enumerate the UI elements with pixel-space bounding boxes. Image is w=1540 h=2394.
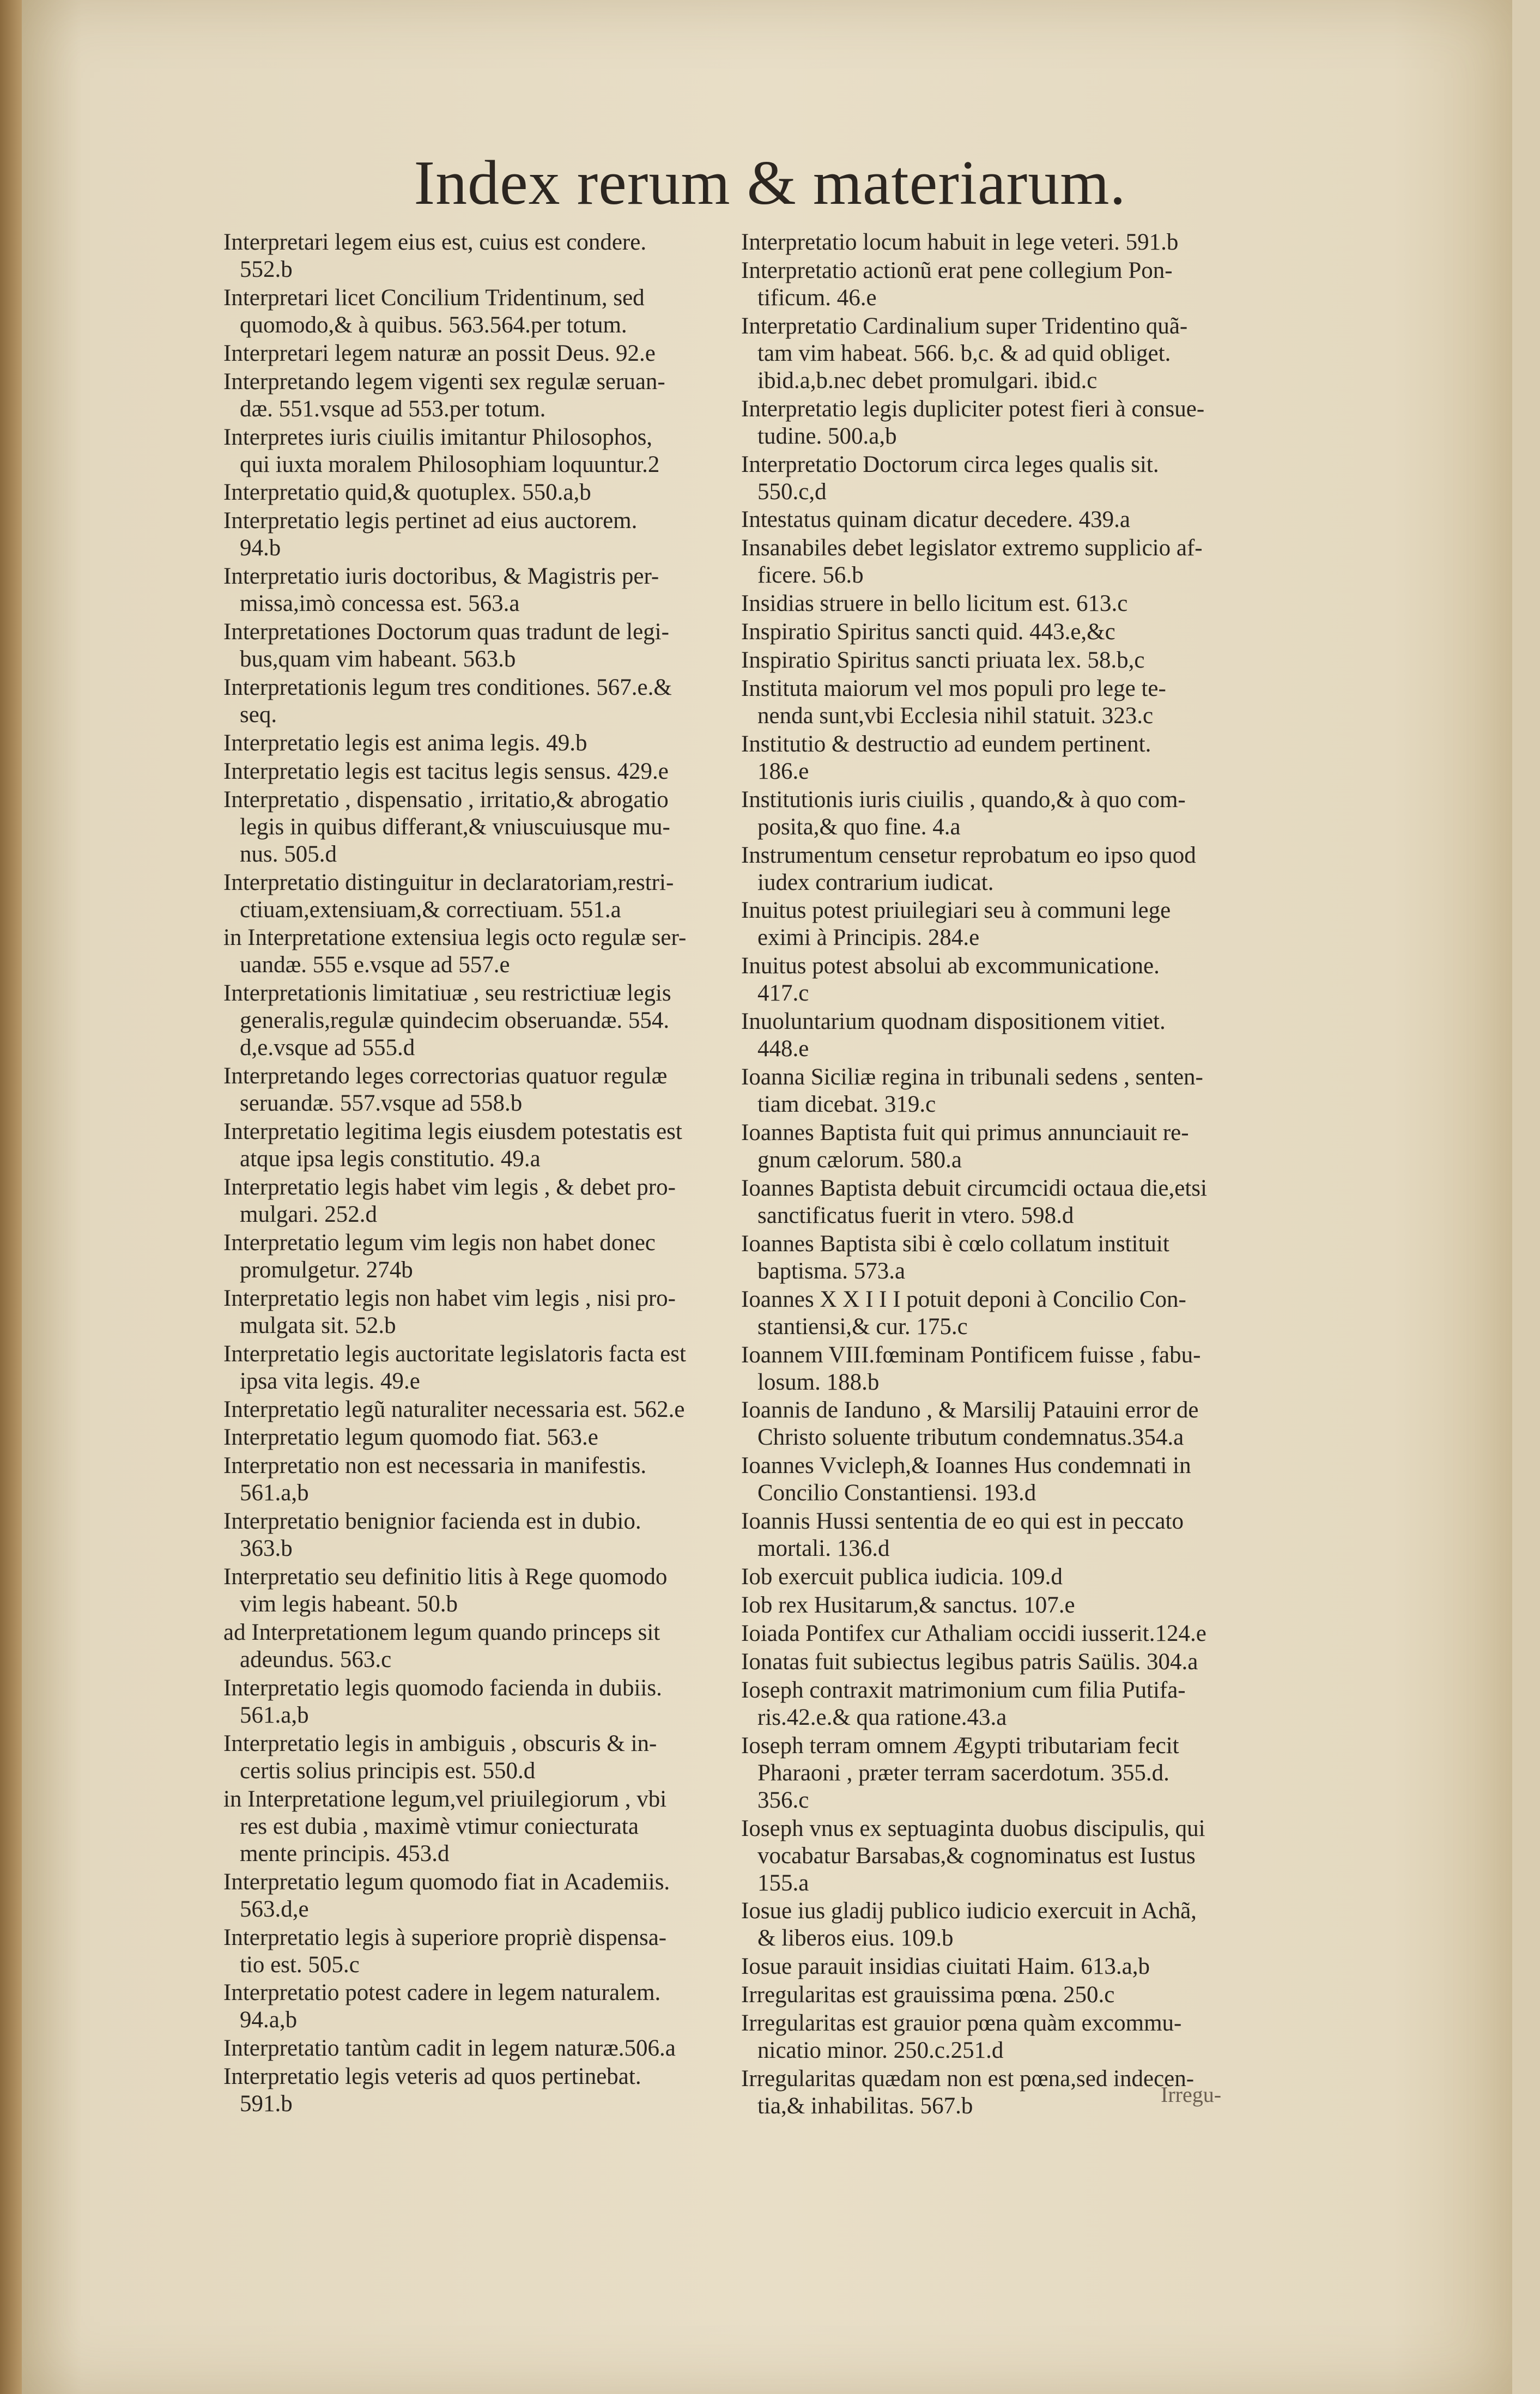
index-entry-line: Iosue ius gladij publico iudicio exercuit in Achã, [741, 1898, 1197, 1924]
index-entry [223, 1063, 730, 1117]
index-entry-line: Interpretatio seu definitio litis à Rege quomodo [223, 1564, 668, 1590]
index-entry [741, 451, 1240, 506]
index-entry [223, 2035, 730, 2062]
index-entry [741, 897, 1240, 951]
index-entry-line: 550.c,d [757, 478, 827, 505]
index-entry [223, 229, 730, 283]
index-entry [223, 1229, 730, 1284]
index-entry-line: 363.b [240, 1536, 293, 1562]
index-entry [741, 506, 1240, 534]
index-entry-line: missa,imò concessa est. 563.a [240, 591, 520, 617]
index-entry [741, 1397, 1240, 1451]
index-entry [223, 1508, 730, 1562]
index-entry-line: eximi à Principis. 284.e [757, 925, 980, 951]
index-entry-line: ris.42.e.& qua ratione.43.a [757, 1704, 1007, 1730]
index-entry-line: Ioannes Baptista fuit qui primus annunciauit re- [741, 1120, 1189, 1146]
index-entry [223, 1396, 730, 1423]
index-entry-line: Interpretari legem naturæ an possit Deus. 92.e [223, 340, 656, 366]
index-entry-line: Concilio Constantiensi. 193.d [757, 1480, 1036, 1506]
index-entry-line: ipsa vita legis. 49.e [240, 1368, 420, 1394]
index-entry [223, 1118, 730, 1173]
index-entry-line: uandæ. 555 e.vsque ad 557.e [240, 952, 510, 978]
index-entry [223, 980, 730, 1062]
index-entry [741, 1342, 1240, 1396]
index-entry-line: tudine. 500.a,b [757, 423, 897, 449]
index-entry-line: 186.e [757, 758, 809, 784]
index-entry-line: Interpretatio legis à superiore propriè dispensa- [223, 1924, 667, 1950]
index-entry-line: Inuoluntarium quodnam dispositionem vitiet. [741, 1009, 1166, 1035]
index-entry [223, 1924, 730, 1979]
index-entry-line: Ioannes X X I I I potuit deponi à Concilio Con- [741, 1286, 1186, 1312]
index-entry-line: Interpretatio legis pertinet ad eius auctorem. [223, 508, 638, 534]
index-entry [223, 786, 730, 868]
index-entry [223, 1341, 730, 1395]
index-entry-line: Iob exercuit publica iudicia. 109.d [741, 1564, 1063, 1590]
index-entry-line: Ioannes Baptista sibi è cœlo collatum instituit [741, 1231, 1169, 1257]
index-entry-line: Ioanna Siciliæ regina in tribunali sedens , senten- [741, 1064, 1203, 1090]
index-entry [223, 1619, 730, 1674]
index-entry-line: Ioannes Baptista debuit circumcidi octaua die,etsi [741, 1175, 1207, 1201]
index-entry-line: res est dubia , maximè vtimur coniecturata [240, 1813, 639, 1839]
index-entry-line: 94.a,b [240, 2007, 298, 2033]
index-entry [741, 1620, 1240, 1647]
index-entry-line: Interpretari legem eius est, cuius est condere. [223, 229, 647, 255]
index-entry [223, 924, 730, 979]
index-entry-line: 417.c [757, 980, 809, 1007]
index-entry-line: Interpretatio quid,& quotuplex. 550.a,b [223, 480, 591, 506]
index-entry-line: Ioannis Hussi sententia de eo qui est in peccato [741, 1508, 1184, 1535]
index-entry [741, 1231, 1240, 1285]
index-entry [223, 340, 730, 367]
index-entry [741, 1898, 1240, 1952]
index-entry [223, 674, 730, 729]
index-entry-line: mente principis. 453.d [240, 1840, 450, 1866]
index-entry-line: generalis,regulæ quindecim obseruandæ. 554. [240, 1008, 670, 1034]
index-entry-line: Interpretatio legis auctoritate legislatoris facta est [223, 1341, 686, 1367]
index-entry-line: Interpretationis legum tres conditiones. 567.e.& [223, 675, 672, 701]
index-entry [741, 1592, 1240, 1619]
index-entry-line: ad Interpretationem legum quando princeps sit [223, 1620, 660, 1646]
index-entry [741, 535, 1240, 589]
index-entry [741, 1648, 1240, 1676]
index-entry-line: Interpretatio legum quomodo fiat in Academiis. [223, 1869, 670, 1895]
index-entry-line: 155.a [757, 1870, 809, 1896]
index-entry [223, 1869, 730, 1923]
index-entry-line: Irregularitas est grauissima pœna. 250.c [741, 1982, 1115, 2008]
index-entry-line: Interpretatio legitima legis eiusdem potestatis est [223, 1119, 682, 1145]
index-entry [223, 1285, 730, 1340]
index-entry [223, 1675, 730, 1729]
index-entry [223, 507, 730, 562]
index-entry-line: iudex contrarium iudicat. [757, 869, 994, 895]
index-entry-line: Interpretari licet Concilium Tridentinum, sed [223, 284, 645, 311]
index-entry-line: Ioannes Vvicleph,& Ioannes Hus condemnati in [741, 1453, 1191, 1479]
index-entry-line: stantiensi,& cur. 175.c [757, 1313, 968, 1340]
index-entry-line: Interpretes iuris ciuilis imitantur Philosophos, [223, 424, 653, 450]
index-entry-line: Intestatus quinam dicatur decedere. 439.a [741, 507, 1130, 533]
index-entry-line: ibid.a,b.nec debet promulgari. ibid.c [757, 367, 1098, 393]
index-entry-line: Interpretatio legis non habet vim legis , nisi pro- [223, 1285, 676, 1311]
index-entry-line: Interpretatio actionũ erat pene collegium Pon- [741, 257, 1173, 283]
index-entry [223, 1730, 730, 1785]
index-entry-line: Interpretatio Cardinalium super Tridentino quã- [741, 313, 1188, 339]
index-entry-line: mulgari. 252.d [240, 1202, 377, 1228]
index-entry-line: posita,& quo fine. 4.a [757, 814, 961, 840]
index-entry-line: Interpretationis limitatiuæ , seu restrictiuæ legis [223, 980, 671, 1007]
index-entry-line: sanctificatus fuerit in vtero. 598.d [757, 1202, 1074, 1228]
index-entry-line: losum. 188.b [757, 1369, 880, 1395]
index-entry-line: Interpretationes Doctorum quas tradunt de legi- [223, 619, 669, 645]
index-column-right [741, 229, 1240, 2121]
index-entry [741, 590, 1240, 617]
index-entry-line: seruandæ. 557.vsque ad 558.b [240, 1090, 523, 1117]
index-entry-line: 448.e [757, 1036, 809, 1062]
index-entry [741, 2010, 1240, 2064]
index-entry-line: 94.b [240, 535, 281, 561]
index-entry [741, 1286, 1240, 1341]
index-entry-line: Interpretatio legis quomodo facienda in dubiis. [223, 1675, 662, 1701]
index-entry-line: Irregularitas est grauior pœna quàm excommu- [741, 2010, 1182, 2037]
index-entry-line: Interpretando leges correctorias quatuor regulæ [223, 1063, 668, 1089]
index-entry-line: Ioseph terram omnem Ægypti tributariam fecit [741, 1732, 1179, 1759]
index-entry-line: Interpretando legem vigenti sex regulæ seruan- [223, 368, 665, 395]
index-entry [741, 1953, 1240, 1980]
index-entry [223, 479, 730, 506]
index-entry-line: 561.a,b [240, 1480, 309, 1506]
index-entry-line: Interpretatio legis est anima legis. 49.b [223, 730, 587, 756]
index-entry [223, 563, 730, 617]
index-entry [741, 229, 1240, 256]
index-entry-line: atque ipsa legis constitutio. 49.a [240, 1146, 541, 1172]
index-entry-line: Interpretatio Doctorum circa leges qualis sit. [741, 451, 1159, 477]
index-entry [223, 1979, 730, 2034]
index-entry [741, 1064, 1240, 1118]
page-title: Index rerum & materiarum. [414, 148, 1126, 218]
index-entry [223, 619, 730, 673]
index-entry-line: Interpretatio non est necessaria in manifestis. [223, 1453, 647, 1479]
index-entry [741, 1732, 1240, 1814]
index-entry-line: Iob rex Husitarum,& sanctus. 107.e [741, 1592, 1075, 1619]
index-entry-line: Institutionis iuris ciuilis , quando,& à quo com- [741, 786, 1186, 813]
index-entry-line: Inspiratio Spiritus sancti priuata lex. 58.b,c [741, 647, 1145, 674]
index-entry [223, 1424, 730, 1451]
index-entry-line: Interpretatio tantùm cadit in legem naturæ.506.a [223, 2035, 676, 2062]
index-entry-line: qui iuxta moralem Philosophiam loquuntur.2 [240, 451, 660, 477]
index-entry [223, 284, 730, 339]
index-entry-line: Inuitus potest priuilegiari seu à communi lege [741, 898, 1171, 924]
index-entry-line: 356.c [757, 1787, 809, 1813]
index-entry-line: tiam dicebat. 319.c [757, 1092, 936, 1118]
index-entry [741, 619, 1240, 646]
index-entry-line: Ioiada Pontifex cur Athaliam occidi iusserit.124.e [741, 1620, 1206, 1646]
index-entry-line: Interpretatio legum vim legis non habet donec [223, 1229, 656, 1256]
index-entry-line: in Interpretatione legum,vel priuilegiorum , vbi [223, 1786, 667, 1812]
index-entry [741, 1981, 1240, 2009]
index-entry-line: tificum. 46.e [757, 284, 877, 311]
index-entry-line: Interpretatio legum quomodo fiat. 563.e [223, 1425, 598, 1451]
index-entry-line: 591.b [240, 2091, 293, 2117]
index-entry-line: & liberos eius. 109.b [757, 1925, 954, 1951]
index-entry-line: Iosue parauit insidias ciuitati Haim. 613.a,b [741, 1954, 1150, 1980]
index-entry [741, 1175, 1240, 1229]
index-entry [741, 1119, 1240, 1174]
index-entry-line: Interpretatio iuris doctoribus, & Magistris per- [223, 563, 659, 590]
index-entry [223, 1786, 730, 1868]
index-entry-line: Ioannis de Ianduno , & Marsilij Patauini error de [741, 1397, 1199, 1423]
index-entry [223, 1563, 730, 1618]
index-entry-line: Interpretatio potest cadere in legem naturalem. [223, 1980, 661, 2006]
index-entry-line: ficere. 56.b [757, 562, 864, 589]
index-entry-line: 561.a,b [240, 1702, 309, 1728]
index-entry-line: Institutio & destructio ad eundem pertinent. [741, 731, 1151, 757]
index-entry-line: nenda sunt,vbi Ecclesia nihil statuit. 323.c [757, 702, 1154, 729]
index-entry-line: seq. [240, 702, 277, 728]
index-entry-line: vim legis habeant. 50.b [240, 1591, 458, 1617]
index-entry-line: promulgetur. 274b [240, 1257, 413, 1283]
index-entry-line: Insidias struere in bello licitum est. 613.c [741, 591, 1128, 617]
index-entry-line: Ioseph contraxit matrimonium cum filia Putifa- [741, 1677, 1186, 1703]
index-entry-line: baptisma. 573.a [757, 1258, 906, 1284]
index-entry-line: Ioseph vnus ex septuaginta duobus discipulis, qui [741, 1815, 1205, 1841]
index-entry-line: Instrumentum censetur reprobatum eo ipso quod [741, 842, 1196, 868]
index-entry [223, 424, 730, 478]
index-entry [741, 1815, 1240, 1897]
index-entry-line: quomodo,& à quibus. 563.564.per totum. [240, 312, 627, 338]
index-entry-line: bus,quam vim habeant. 563.b [240, 646, 516, 672]
index-entry-line: Interpretatio legis veteris ad quos pertinebat. [223, 2064, 641, 2090]
index-entry [741, 675, 1240, 730]
index-entry-line: Inspiratio Spiritus sancti quid. 443.e,&c [741, 619, 1115, 645]
index-entry-line: 552.b [240, 257, 293, 282]
index-entry-line: Interpretatio locum habuit in lege veteri. 591.b [741, 229, 1179, 255]
index-entry-line: Interpretatio , dispensatio , irritatio,& abrogatio [223, 786, 669, 813]
index-entry-line: Interpretatio benignior facienda est in dubio. [223, 1508, 641, 1535]
index-entry-line: legis in quibus differant,& vniuscuiusque mu- [240, 814, 670, 840]
index-entry [741, 313, 1240, 395]
index-entry-line: dæ. 551.vsque ad 553.per totum. [240, 396, 546, 422]
index-column-left [223, 229, 730, 2119]
binding-gutter [0, 0, 22, 2394]
index-entry-line: Interpretatio legis in ambiguis , obscuris & in- [223, 1730, 657, 1756]
index-entry [223, 758, 730, 785]
index-entry [741, 1508, 1240, 1562]
index-entry-line: nicatio minor. 250.c.251.d [757, 2038, 1004, 2064]
index-entry-line: Instituta maiorum vel mos populi pro lege te- [741, 675, 1166, 701]
index-entry-line: Interpretatio legis habet vim legis , & debet pro- [223, 1174, 676, 1201]
index-entry [741, 1677, 1240, 1731]
index-entry-line: 563.d,e [240, 1896, 309, 1922]
index-entry-line: d,e.vsque ad 555.d [240, 1035, 415, 1061]
index-entry-line: gnum cælorum. 580.a [757, 1147, 962, 1173]
index-entry-line: mulgata sit. 52.b [240, 1312, 396, 1338]
index-entry-line: Interpretatio distinguitur in declaratoriam,restri- [223, 869, 674, 895]
index-entry-line: Inuitus potest absolui ab excommunicatione. [741, 953, 1160, 979]
index-entry-line: nus. 505.d [240, 841, 337, 867]
index-entry-line: mortali. 136.d [757, 1536, 890, 1562]
index-entry [741, 1008, 1240, 1063]
index-entry-line: Christo soluente tributum condemnatus.354.a [757, 1425, 1184, 1451]
index-entry-line: tio est. 505.c [240, 1951, 360, 1978]
index-entry [223, 1452, 730, 1507]
index-entry-line: Interpretatio legis dupliciter potest fieri à consue- [741, 396, 1205, 422]
index-entry-line: Ionatas fuit subiectus legibus patris Saülis. 304.a [741, 1648, 1198, 1675]
index-entry [223, 368, 730, 423]
index-entry [223, 2063, 730, 2118]
index-entry-line: vocabatur Barsabas,& cognominatus est Iustus [757, 1843, 1196, 1869]
index-entry [741, 953, 1240, 1007]
index-entry-line: certis solius principis est. 550.d [240, 1757, 536, 1784]
index-entry [741, 257, 1240, 312]
catchword: Irregu- [1161, 2082, 1222, 2107]
index-entry [741, 396, 1240, 450]
index-entry-line: Pharaoni , præter terram sacerdotum. 355.d. [757, 1760, 1169, 1786]
index-entry-line: tam vim habeat. 566. b,c. & ad quid obliget. [757, 340, 1171, 366]
index-entry-line: Irregularitas quædam non est pœna,sed indecen- [741, 2065, 1195, 2092]
index-entry-line: Insanabiles debet legislator extremo supplicio af- [741, 535, 1203, 561]
index-entry-line: in Interpretatione extensiua legis octo regulæ ser- [223, 925, 687, 951]
index-entry [741, 1563, 1240, 1591]
index-entry-line: Interpretatio legũ naturaliter necessaria est. 562.e [223, 1396, 685, 1422]
index-entry-line: adeundus. 563.c [240, 1647, 392, 1673]
index-entry [223, 730, 730, 757]
index-entry-line: Ioannem VIII.fœminam Pontificem fuisse , fabu- [741, 1342, 1201, 1368]
index-entry-line: tia,& inhabilitas. 567.b [757, 2093, 973, 2119]
index-entry [223, 869, 730, 924]
index-entry [741, 647, 1240, 674]
index-entry [741, 1452, 1240, 1507]
index-entry-line: Interpretatio legis est tacitus legis sensus. 429.e [223, 758, 669, 784]
index-entry [223, 1174, 730, 1228]
index-entry [741, 786, 1240, 841]
index-entry-line: ctiuam,extensiuam,& correctiuam. 551.a [240, 896, 621, 923]
index-entry [741, 842, 1240, 896]
index-entry [741, 731, 1240, 785]
